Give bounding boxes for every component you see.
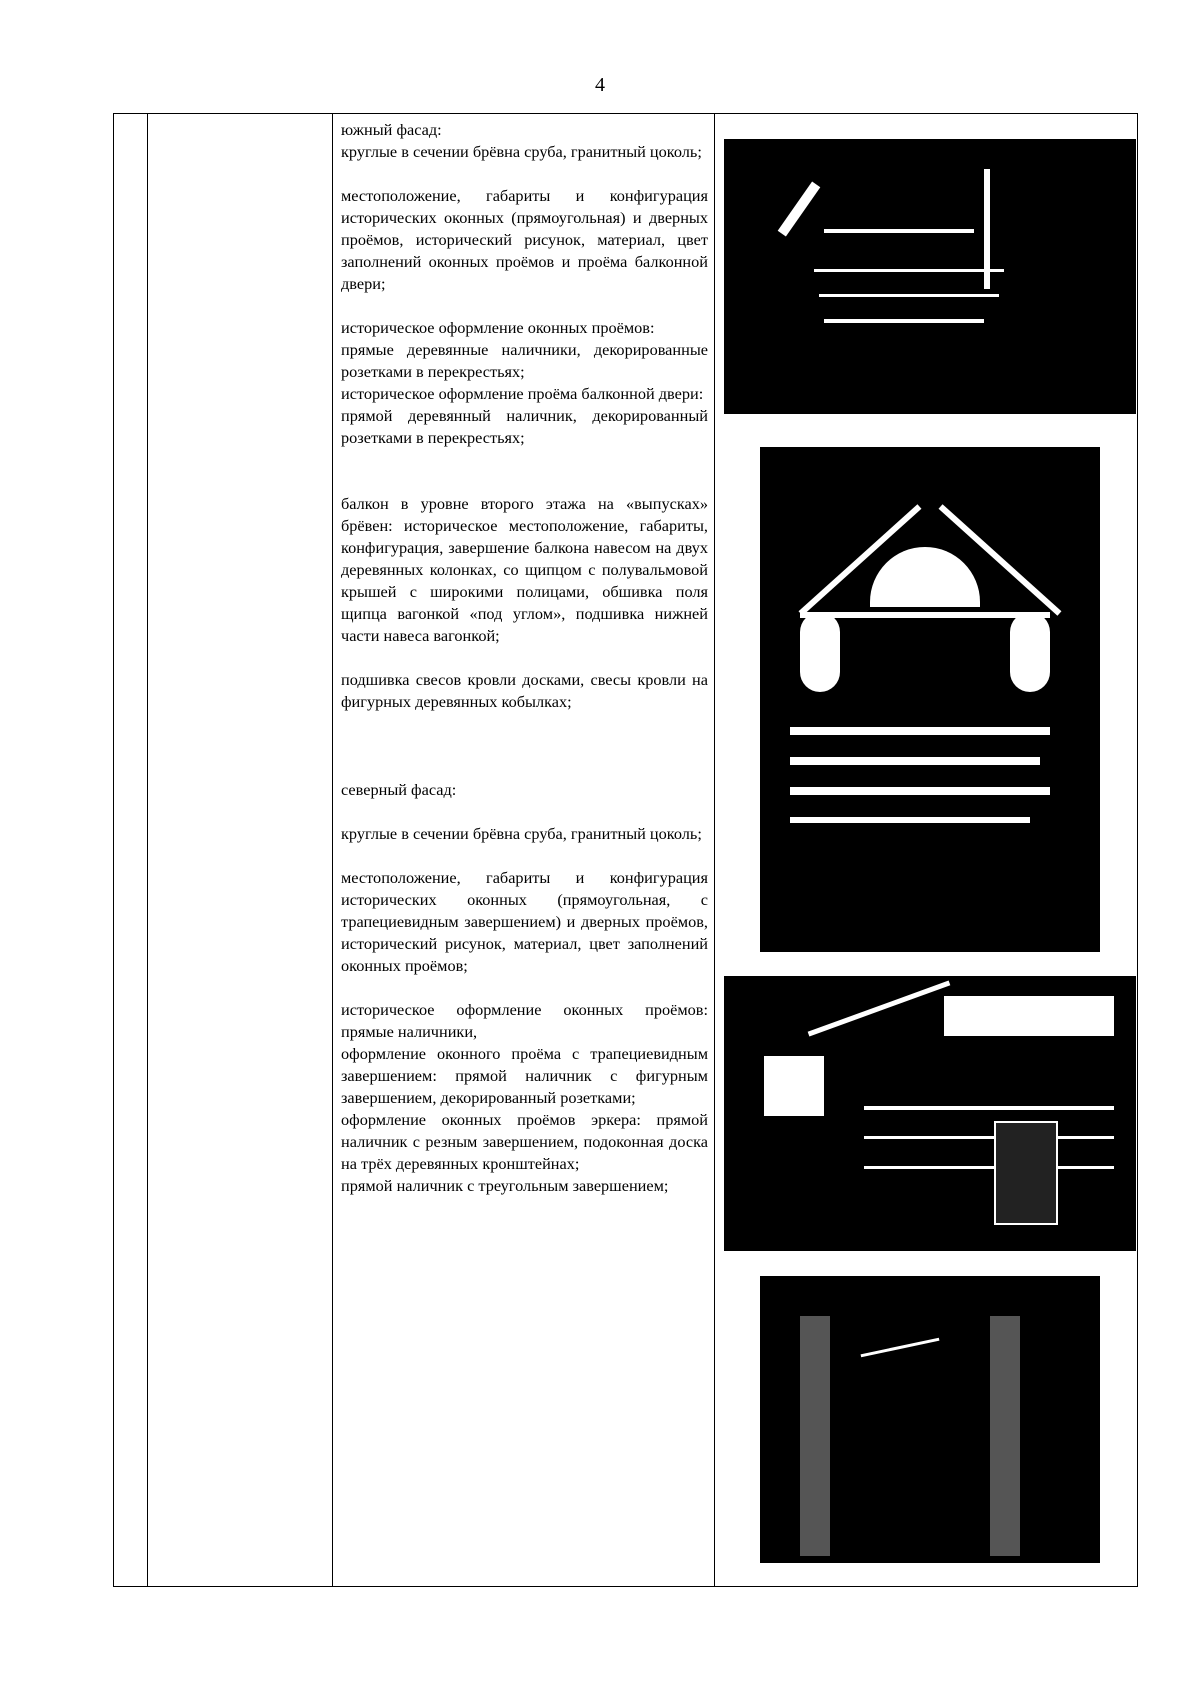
south-logs-text: круглые в сечении брёвна сруба, гранитный цоколь; — [341, 142, 702, 161]
north-trapezoid-text: оформление оконного проёма с трапециевидным завершением: прямой наличник с фигурным завершением, декорированный розетками; — [341, 1044, 708, 1107]
photo-window-frame-icon — [760, 1276, 1100, 1563]
photo-north-facade-icon — [724, 976, 1136, 1251]
north-facade-heading: северный фасад: — [341, 780, 457, 799]
features-column — [341, 119, 708, 1197]
north-logs-text: круглые в сечении брёвна сруба, гранитный цоколь; — [341, 824, 702, 843]
south-balcony-text: балкон в уровне второго этажа на «выпусках» брёвен: историческое местоположение, габариты, конфигурация, завершение балкона навесом на двух деревянных колонках, со щипцом с полувальмовой крышей с широкими полицами, обшивка поля щипца вагонкой «под углом», подшивка нижней части навеса вагонкой; — [341, 494, 708, 645]
column-divider-1 — [147, 114, 148, 1586]
south-balcony-door-text: прямой деревянный наличник, декорированный розетками в перекрестьях; — [341, 406, 708, 447]
page-number: 4 — [595, 74, 605, 96]
south-openings-text: местоположение, габариты и конфигурация исторических оконных (прямоугольная) и дверных проёмов, исторический рисунок, материал, цвет заполнений оконных проёмов и проёма балконной двери; — [341, 186, 708, 293]
north-window-decor-text: историческое оформление оконных проёмов: прямые наличники, — [341, 1000, 708, 1041]
north-openings-text: местоположение, габариты и конфигурация исторических оконных (прямоугольная, с трапециевидным завершением) и дверных проёмов, исторический рисунок, материал, цвет заполнений оконных проёмов; — [341, 868, 708, 975]
photo-balcony-gable-icon — [760, 447, 1100, 952]
south-window-decor-text: прямые деревянные наличники, декорированные розетками в перекрестьях; — [341, 340, 708, 381]
column-divider-2 — [332, 114, 333, 1586]
north-bay-text: оформление оконных проёмов эркера: прямой наличник с резным завершением, подоконная доска на трёх деревянных кронштейнах; — [341, 1110, 708, 1173]
south-facade-heading: южный фасад: — [341, 120, 442, 139]
south-eaves-text: подшивка свесов кровли досками, свесы кровли на фигурных деревянных кобылках; — [341, 670, 708, 711]
photo-south-facade-icon — [724, 139, 1136, 414]
north-triangular-text: прямой наличник с треугольным завершением; — [341, 1176, 669, 1195]
column-divider-3 — [714, 114, 715, 1586]
south-window-decor-title: историческое оформление оконных проёмов: — [341, 318, 655, 337]
south-balcony-door-title: историческое оформление проёма балконной двери: — [341, 384, 704, 403]
